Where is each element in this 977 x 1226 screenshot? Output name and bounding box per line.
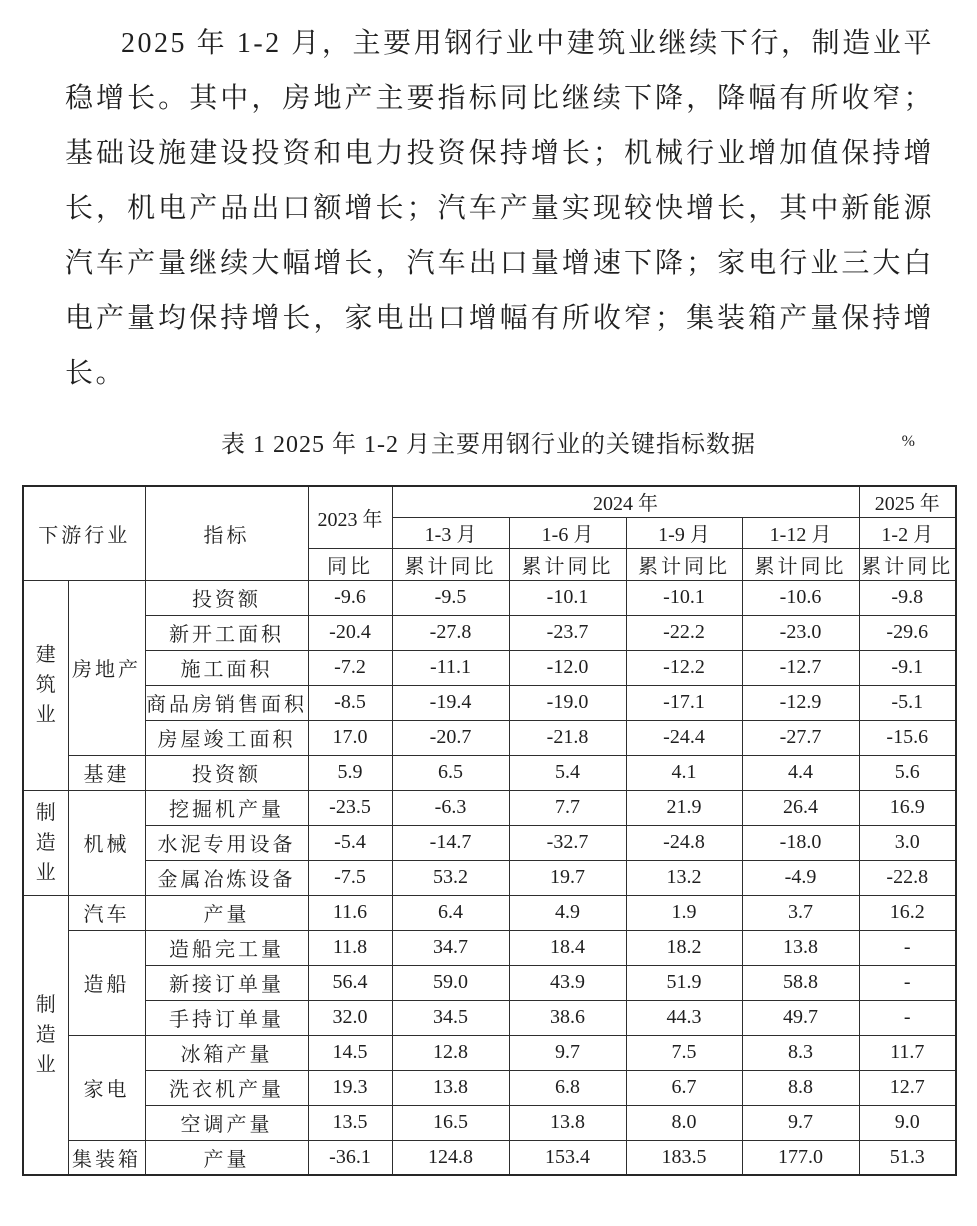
cell-value: 4.1	[626, 755, 742, 790]
cell-value: -24.8	[626, 825, 742, 860]
industry-label: 制造业	[35, 993, 56, 1076]
cell-value: -10.6	[742, 580, 859, 615]
cell-value: 3.0	[859, 825, 956, 860]
cell-value: -20.7	[392, 720, 509, 755]
header-year-2025: 2025 年	[859, 486, 956, 517]
cell-value: -22.2	[626, 615, 742, 650]
cell-indicator: 空调产量	[145, 1105, 308, 1140]
cell-value: -7.5	[308, 860, 392, 895]
cell-value: -11.1	[392, 650, 509, 685]
cell-value: 9.7	[742, 1105, 859, 1140]
cell-indicator: 施工面积	[145, 650, 308, 685]
cell-subsector-realestate: 房地产	[68, 580, 145, 755]
cell-value: 1.9	[626, 895, 742, 930]
cell-indicator: 新开工面积	[145, 615, 308, 650]
cell-subsector-shipbuilding: 造船	[68, 930, 145, 1035]
cell-indicator: 水泥专用设备	[145, 825, 308, 860]
cell-value: 16.5	[392, 1105, 509, 1140]
cell-value: -27.8	[392, 615, 509, 650]
cell-value: -8.5	[308, 685, 392, 720]
cell-value: 21.9	[626, 790, 742, 825]
cell-value: 34.7	[392, 930, 509, 965]
table-row	[23, 720, 956, 755]
cell-indicator: 产量	[145, 895, 308, 930]
cell-value: -5.1	[859, 685, 956, 720]
cell-value: -9.6	[308, 580, 392, 615]
cell-subsector-machinery: 机械	[68, 790, 145, 895]
header-indicator: 指标	[145, 486, 308, 580]
cell-industry-manufacturing	[23, 790, 68, 895]
table-row	[23, 1070, 956, 1105]
cell-value: -23.5	[308, 790, 392, 825]
cell-value: -19.4	[392, 685, 509, 720]
header-cum-yoy: 累计同比	[742, 548, 859, 580]
cell-value: 17.0	[308, 720, 392, 755]
cell-value: 13.8	[392, 1070, 509, 1105]
cell-value: -29.6	[859, 615, 956, 650]
header-cum-yoy: 累计同比	[509, 548, 626, 580]
cell-value: 14.5	[308, 1035, 392, 1070]
cell-value: 6.8	[509, 1070, 626, 1105]
cell-value: 153.4	[509, 1140, 626, 1175]
unit-label: %	[901, 433, 915, 450]
cell-industry-construction	[23, 580, 68, 790]
cell-value: -19.0	[509, 685, 626, 720]
cell-value: -7.2	[308, 650, 392, 685]
cell-value: 34.5	[392, 1000, 509, 1035]
intro-paragraph: 2025 年 1-2 月，主要用钢行业中建筑业继续下行，制造业平稳增长。其中，房地产主要指标同比继续下降，降幅有所收窄；基础设施建设投资和电力投资保持增长；机械行业增加值保持增长，机电产品出口额增长；汽车产量实现较快增长，其中新能源汽车产量继续大幅增长，汽车出口量增速下降；家电行业三大白电产量均保持增长，家电出口增幅有所收窄；集装箱产量保持增长。	[65, 28, 934, 389]
header-year-2023: 2023 年	[308, 486, 392, 548]
cell-value: -23.7	[509, 615, 626, 650]
cell-value: -15.6	[859, 720, 956, 755]
cell-value: -9.5	[392, 580, 509, 615]
cell-value: 4.4	[742, 755, 859, 790]
table-row	[23, 860, 956, 895]
cell-value: -18.0	[742, 825, 859, 860]
cell-value: 9.7	[509, 1035, 626, 1070]
industry-label: 建筑业	[35, 644, 56, 726]
cell-indicator: 新接订单量	[145, 965, 308, 1000]
cell-value: 7.7	[509, 790, 626, 825]
cell-value: 13.2	[626, 860, 742, 895]
cell-value: -23.0	[742, 615, 859, 650]
cell-indicator: 造船完工量	[145, 930, 308, 965]
cell-indicator: 投资额	[145, 755, 308, 790]
cell-value: 32.0	[308, 1000, 392, 1035]
cell-value: -12.9	[742, 685, 859, 720]
cell-value: 11.8	[308, 930, 392, 965]
cell-value: 8.0	[626, 1105, 742, 1140]
cell-value: 6.4	[392, 895, 509, 930]
cell-value: -32.7	[509, 825, 626, 860]
cell-value: 56.4	[308, 965, 392, 1000]
header-period-1-6: 1-6 月	[509, 517, 626, 548]
cell-value: 177.0	[742, 1140, 859, 1175]
cell-value: 26.4	[742, 790, 859, 825]
cell-value: 5.4	[509, 755, 626, 790]
table-row	[23, 895, 956, 930]
cell-value: 13.8	[509, 1105, 626, 1140]
cell-value: -6.3	[392, 790, 509, 825]
table-caption-row	[0, 429, 977, 461]
cell-value: 3.7	[742, 895, 859, 930]
cell-subsector-container: 集装箱	[68, 1140, 145, 1175]
header-period-1-12: 1-12 月	[742, 517, 859, 548]
cell-value: -22.8	[859, 860, 956, 895]
cell-value: 6.5	[392, 755, 509, 790]
cell-value: 13.5	[308, 1105, 392, 1140]
cell-value: -12.7	[742, 650, 859, 685]
cell-value: -12.0	[509, 650, 626, 685]
cell-value: 51.9	[626, 965, 742, 1000]
cell-value: 8.8	[742, 1070, 859, 1105]
cell-value: -36.1	[308, 1140, 392, 1175]
cell-indicator: 金属冶炼设备	[145, 860, 308, 895]
cell-value: -24.4	[626, 720, 742, 755]
header-yoy: 同比	[308, 548, 392, 580]
cell-value: -4.9	[742, 860, 859, 895]
cell-value: 19.7	[509, 860, 626, 895]
industry-label: 制造业	[35, 801, 56, 884]
cell-value: 16.2	[859, 895, 956, 930]
cell-value: 183.5	[626, 1140, 742, 1175]
cell-value: -9.8	[859, 580, 956, 615]
cell-value: 53.2	[392, 860, 509, 895]
cell-value: -21.8	[509, 720, 626, 755]
cell-value: 44.3	[626, 1000, 742, 1035]
header-period-1-2: 1-2 月	[859, 517, 956, 548]
cell-indicator: 房屋竣工面积	[145, 720, 308, 755]
cell-value: 58.8	[742, 965, 859, 1000]
table-row	[23, 1140, 956, 1175]
table-row	[23, 1105, 956, 1140]
cell-subsector-infrastructure: 基建	[68, 755, 145, 790]
header-period-1-3: 1-3 月	[392, 517, 509, 548]
table-row	[23, 1000, 956, 1035]
cell-value: 18.2	[626, 930, 742, 965]
cell-value: -27.7	[742, 720, 859, 755]
cell-value: -	[859, 930, 956, 965]
cell-value: 13.8	[742, 930, 859, 965]
cell-value: 49.7	[742, 1000, 859, 1035]
cell-value: 51.3	[859, 1140, 956, 1175]
cell-value: 18.4	[509, 930, 626, 965]
cell-value: 43.9	[509, 965, 626, 1000]
cell-value: -14.7	[392, 825, 509, 860]
cell-indicator: 冰箱产量	[145, 1035, 308, 1070]
cell-value: -5.4	[308, 825, 392, 860]
table-row	[23, 790, 956, 825]
cell-value: 19.3	[308, 1070, 392, 1105]
cell-indicator: 挖掘机产量	[145, 790, 308, 825]
table-row	[23, 825, 956, 860]
table-row	[23, 650, 956, 685]
header-cum-yoy: 累计同比	[626, 548, 742, 580]
cell-value: 4.9	[509, 895, 626, 930]
cell-indicator: 商品房销售面积	[145, 685, 308, 720]
cell-value: -9.1	[859, 650, 956, 685]
header-year-2024: 2024 年	[392, 486, 859, 517]
cell-value: -17.1	[626, 685, 742, 720]
header-cum-yoy: 累计同比	[392, 548, 509, 580]
cell-value: 124.8	[392, 1140, 509, 1175]
table-row	[23, 685, 956, 720]
table-row	[23, 930, 956, 965]
cell-value: -12.2	[626, 650, 742, 685]
cell-industry-manufacturing	[23, 895, 68, 1175]
cell-value: 11.7	[859, 1035, 956, 1070]
cell-value: -10.1	[509, 580, 626, 615]
cell-indicator: 洗衣机产量	[145, 1070, 308, 1105]
cell-indicator: 投资额	[145, 580, 308, 615]
table-title: 表 1 2025 年 1-2 月主要用钢行业的关键指标数据	[221, 432, 756, 458]
cell-subsector-auto: 汽车	[68, 895, 145, 930]
cell-value: 16.9	[859, 790, 956, 825]
table-row	[23, 1035, 956, 1070]
table-row	[23, 965, 956, 1000]
indicators-table	[22, 485, 957, 1176]
header-period-1-9: 1-9 月	[626, 517, 742, 548]
header-cum-yoy: 累计同比	[859, 548, 956, 580]
cell-value: 12.8	[392, 1035, 509, 1070]
cell-indicator: 手持订单量	[145, 1000, 308, 1035]
cell-value: 7.5	[626, 1035, 742, 1070]
cell-value: -10.1	[626, 580, 742, 615]
cell-value: 11.6	[308, 895, 392, 930]
table-row	[23, 755, 956, 790]
cell-value: -	[859, 1000, 956, 1035]
header-row-years	[23, 486, 956, 517]
header-industry: 下游行业	[23, 486, 145, 580]
cell-value: -	[859, 965, 956, 1000]
cell-value: 5.9	[308, 755, 392, 790]
cell-value: 5.6	[859, 755, 956, 790]
table-row	[23, 615, 956, 650]
cell-value: 12.7	[859, 1070, 956, 1105]
cell-value: 6.7	[626, 1070, 742, 1105]
cell-subsector-appliances: 家电	[68, 1035, 145, 1140]
cell-value: 38.6	[509, 1000, 626, 1035]
cell-value: 8.3	[742, 1035, 859, 1070]
cell-value: 59.0	[392, 965, 509, 1000]
cell-value: 9.0	[859, 1105, 956, 1140]
table-row	[23, 580, 956, 615]
cell-value: -20.4	[308, 615, 392, 650]
cell-indicator: 产量	[145, 1140, 308, 1175]
